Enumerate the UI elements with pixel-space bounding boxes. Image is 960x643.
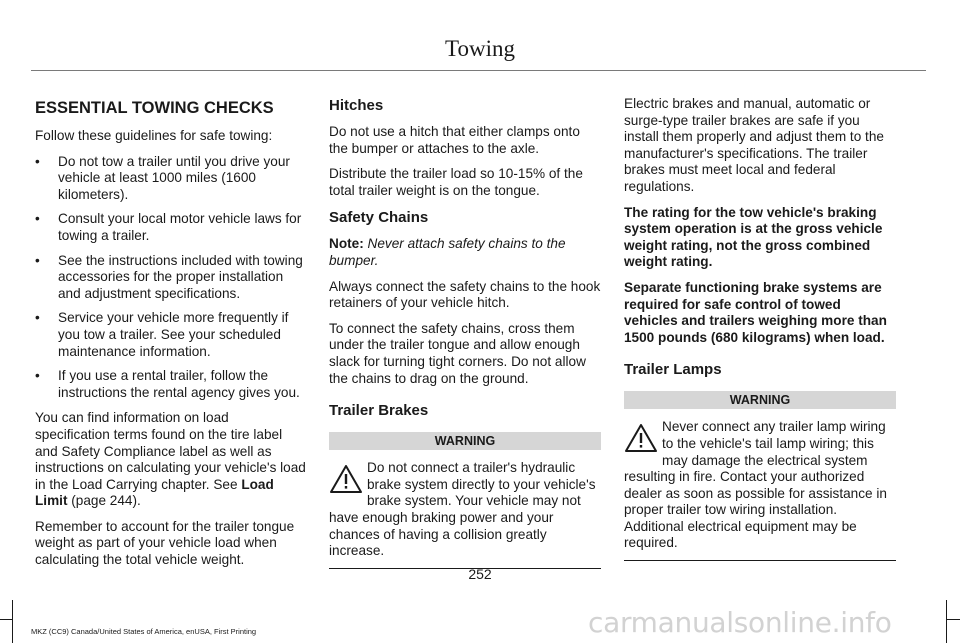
chains-paragraph-2: To connect the safety chains, cross them under the trailer tongue and allow enough slack for turning tight corners. Do not allow the chains to drag on the ground. <box>329 320 586 386</box>
separate-brakes-paragraph: Separate functioning brake systems are required for safe control of towed vehicles and trailers weighing more than 1500 pounds (680 kilograms) when load. <box>624 279 887 345</box>
note-paragraph: Note: Never attach safety chains to the bumper. <box>329 236 566 268</box>
section-heading-hitches: Hitches <box>329 97 384 114</box>
bullet: • <box>35 211 40 227</box>
section-heading-trailer-brakes: Trailer Brakes <box>329 402 429 420</box>
crop-mark <box>0 619 12 620</box>
crop-mark <box>946 600 947 643</box>
warning-banner: WARNING <box>329 432 601 450</box>
guideline-list <box>35 154 307 402</box>
hitches-paragraph-1: Do not use a hitch that either clamps onto the bumper or attaches to the axle. <box>329 124 580 156</box>
electric-brakes-paragraph: Electric brakes and manual, automatic or surge-type trailer brakes are safe if you install them properly and adjust them to the manufacturer's specifications. The trailer brakes must meet local and federal regulations. <box>624 96 884 194</box>
hitches-paragraph-2: Distribute the trailer load so 10-15% of the total trailer weight is on the tongue. <box>329 166 583 198</box>
braking-rating-paragraph: The rating for the tow vehicle's braking system operation is at the gross vehicle weight rating, not the gross combined weight rating. <box>624 204 883 270</box>
intro-paragraph: Follow these guidelines for safe towing: <box>35 128 273 143</box>
column-2 <box>329 96 601 569</box>
edition-footer: MKZ (CC9) Canada/United States of America, enUSA, First Printing <box>31 627 257 636</box>
column-1 <box>35 96 307 578</box>
crop-mark <box>947 619 960 620</box>
load-info-paragraph: You can find information on load specification terms found on the tire label and Safety Compliance label as well as instructions on calculating your vehicle's load in the Load Carrying chapter. See Load Limit (page 244). <box>35 410 306 509</box>
warning-box <box>329 460 601 560</box>
bullet: • <box>35 310 40 326</box>
warning-text: Never connect any trailer lamp wiring to the vehicle's tail lamp wiring; this may damage the electrical system resulting in fire. Contact your authorized dealer as soon as possible for assistance in proper trailer tow wiring installation. Additional electrical equipment may be required. <box>624 419 887 551</box>
header-divider <box>31 70 926 71</box>
section-heading-trailer-lamps: Trailer Lamps <box>624 361 722 379</box>
warning-bottom-rule <box>624 560 896 561</box>
watermark: carmanualsonline.info <box>588 606 892 639</box>
tongue-weight-paragraph: Remember to account for the trailer tongue weight as part of your vehicle load when calculating the total vehicle weight. <box>35 518 295 568</box>
bullet: • <box>35 368 40 384</box>
chapter-title: Towing <box>445 36 515 61</box>
warning-text: Do not connect a trailer's hydraulic brake system directly to your vehicle's brake system. Your vehicle may not have enough braking power and your chances of having a collision greatly increase. <box>329 460 596 559</box>
crop-mark <box>12 600 13 643</box>
warning-triangle-icon <box>624 423 658 453</box>
list-item: • Consult your local motor vehicle laws for towing a trailer. <box>35 211 302 243</box>
load-limit-link[interactable]: Load Limit <box>35 476 274 509</box>
column-3 <box>624 96 896 561</box>
bullet: • <box>35 252 40 268</box>
list-item: • Service your vehicle more frequently if you tow a trailer. See your scheduled maintenance information. <box>35 310 289 359</box>
page-number: 252 <box>468 566 492 582</box>
list-item: • Do not tow a trailer until you drive your vehicle at least 1000 miles (1600 kilometers). <box>35 153 290 202</box>
section-heading-essential-towing-checks: ESSENTIAL TOWING CHECKS <box>35 99 274 117</box>
list-item: • See the instructions included with towing accessories for the proper installation and adjustment specifications. <box>35 252 303 301</box>
warning-banner: WARNING <box>624 391 896 409</box>
chains-paragraph-1: Always connect the safety chains to the hook retainers of your vehicle hitch. <box>329 278 601 311</box>
bullet: • <box>35 153 40 169</box>
section-heading-safety-chains: Safety Chains <box>329 209 429 227</box>
warning-triangle-icon <box>329 464 363 494</box>
warning-box <box>624 419 896 552</box>
list-item: • If you use a rental trailer, follow the instructions the rental agency gives you. <box>35 368 300 400</box>
